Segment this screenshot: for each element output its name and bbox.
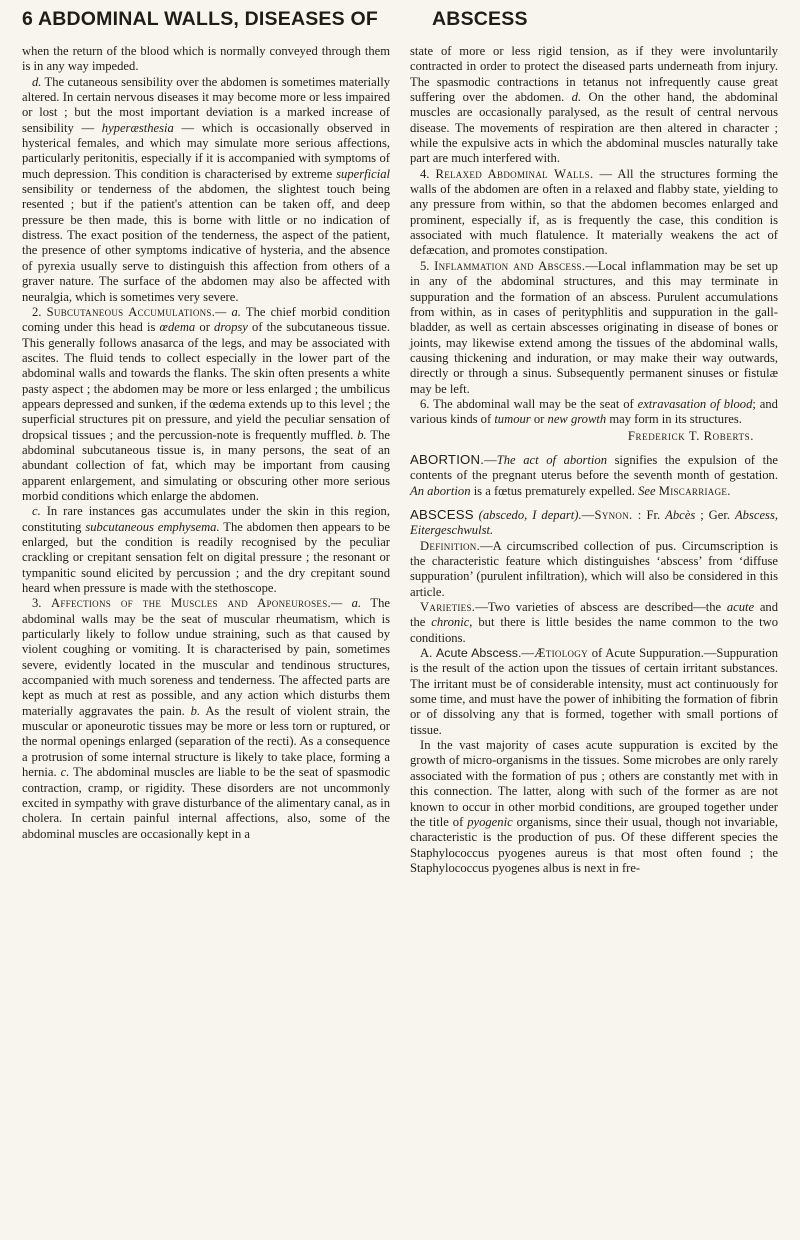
etymology: (abscedo, I depart). [478,507,582,522]
text: is a fœtus prematurely expelled. [473,483,635,498]
header-right: ABSCESS [432,8,528,30]
text: The abdominal muscles are liable to be the seat of spasmodic contraction, cramp, or rigidity. These disorders are not uncommonly excited in sympathy with grave disturbance of the alimentary canal, as in cholera. In certain painful internal affections, also, some of the abdominal muscles are occasionally kept in a [22,765,391,841]
text: and the [410,600,778,630]
term: pyogenic [467,814,513,829]
entry-headword: ABSCESS [410,506,474,522]
section-number: 4. [420,166,430,181]
entry-abortion [410,452,778,499]
text: The abdominal walls may be the seat of muscular rheumatism, which is particularly likely to follow undue straining, such as that caused by violent coughing or vomiting. It is characterised by pain, sometimes severe, evidently located in the muscular and tendinous structures, accompanied with much soreness and tenderness. The affected parts are kept as much at rest as possible, and any action which disturbs them materially aggravates the pain. [22,596,390,718]
text: or [199,320,210,335]
paragraph [410,738,778,876]
item-label: c. [32,504,41,519]
section-inflammation [410,259,778,397]
text: state of more or less rigid tension, as if they were involuntarily contracted in order to protect the diseased parts underneath from injury. The spasmodic contractions in tetanus not infrequently cause great suffering over the abdomen. [410,44,778,105]
paragraph-acute-abscess [410,646,778,738]
paragraph [22,44,390,75]
text: of the subcutaneous tissue. This generally follows anasarca of the legs, and may be associated with ascites. The fluid tends to collect especially in the lower part of the abdominal walls and towards the flanks. The skin often presents a white pasty aspect ; the abdomen may be more or less enlarged ; the umbilicus appears depressed and sunken, if the œdema extends up to this level ; the superficial structures pit on pressure, and yield the peculiar sensation of dropsical tissues ; and the percussion-note is frequently muffled. [22,320,391,442]
text: — [484,452,497,467]
section-heading: Subcutaneous Accumulations. [46,304,216,319]
term: subcutaneous emphysema. [85,519,220,534]
left-column [22,44,390,842]
item-label: d. [571,90,582,105]
subsection-heading: Varieties. [420,600,476,615]
term: dropsy [214,320,248,335]
text: The cutaneous sensibility over the abdomen is sometimes materially altered. In certain nervous diseases it may become more or less impaired or lost ; but the most important deviation is a marked increase of sensibility — [22,74,390,135]
item-label: — a. [215,304,241,319]
running-header [22,8,778,32]
entry-abscess [410,507,778,539]
cross-reference: Miscarriage. [658,483,731,498]
section-heading: Inflammation and Abscess. [434,258,586,273]
item-label: — a. [330,596,362,611]
term: The act of abortion [496,452,607,467]
section-number: 6. [420,396,430,411]
text: or [533,412,545,427]
term: tumour [494,412,531,427]
term: hyperæsthesia [101,120,174,135]
text: As the result of violent strain, the muscular or aponeurotic tissues may be more or less torn or ruptured, or the normal openings enlarged (separation of the recti). As a consequence a protrusion of some internal structure is likely to take place, forming a hernia. [22,703,390,780]
text: may form in its structures. [609,412,742,427]
cross-reference-label: See [638,483,656,498]
term: new growth [547,412,607,427]
paragraph-definition [410,539,778,600]
section-relaxed [410,167,778,259]
term: chronic, [431,615,473,630]
text: The abdomen then appears to be enlarged, but the condition is readily recognised by the peculiar crackling or crepitant sensation felt on digital pressure ; the resonant or tympanitic sound elicited by percussion ; and the dry crepitant sound heard when pressure is made with the stethoscope. [22,519,391,596]
synonyms-label: —Synon. : [581,507,642,522]
text: ; Ger. [700,507,730,522]
paragraph-varieties [410,600,778,646]
term: extravasation of blood [637,396,753,411]
subsection-heading: —Ætiology [521,646,588,661]
term: œdema [159,320,196,335]
text: — All the structures forming the walls of the abdomen are often in a relaxed and flabby state, yielding to any pressure from within, so that the abdomen becomes enlarged and prominent, especially if, as is frequently the case, this condition is associated with much flatulence. It materially weakens the act of defæcation, and promotes constipation. [410,166,779,258]
text: The abdominal wall may be the seat of [433,396,634,411]
item-label: d. [32,74,42,89]
text: Fr. [646,507,661,522]
section-muscles [22,596,390,842]
term: Abscess, Eitergeschwulst. [410,507,778,538]
text: The chief morbid condition coming under this head is [22,304,390,335]
entry-headword: ABORTION. [410,451,485,467]
item-label: b. [190,703,201,718]
text: In the vast majority of cases acute suppuration is excited by the growth of micro-organisms in the tissues. Some microbes are only rarely associated with the formation of pus ; others are constantly met with in this connection. The latter, along with such of the former as are not known to occur in other morbid conditions, are grouped together under the title of [410,738,778,829]
text: ; and various kinds of [410,396,778,427]
text: —Local inflammation may be set up in any of the abdominal structures, and this may terminate in suppuration and the formation of an abscess. Purulent accumulations from within, as in cases of perityphlitis and suppuration in the gall-bladder, as well as certain abscesses originating in disease of bones or joints, may likewise extend among the tissues of the abdominal walls, causing thickening and induration, or may make their way outwards, directly or through a sinus. Subsequently permanent sinuses or fistulæ may be left. [410,258,778,396]
header-left: 6 ABDOMINAL WALLS, DISEASES OF [22,8,378,30]
text: when the return of the blood which is normally conveyed through them is in any way impeded. [22,44,390,74]
text: of Acute Suppuration.—Suppuration is the result of the action upon the tissues of certain irritant substances. The irritant must be of considerable intensity, must act continuously for some time, and must have the power of inhibiting the formation of fibrin or of dissolving any that is formed, together with small portions of tissue. [410,646,779,737]
text: signifies the expulsion of the contents of the pregnant uterus before the seventh month of gestation. [410,452,778,483]
paragraph [22,504,390,596]
term: acute [726,600,755,615]
text: sensibility or tenderness of the abdomen, the slightest touch being resented ; but if the patient's attention can be taken off, and deep pressure be then made, this is borne with little or no indication of distress. The exact position of the tenderness, the aspect of the patient, the presence of other symptoms indicative of hysteria, and the absence of pyrexia usually serve to distinguish this affection from others of a graver nature. The surface of the abdomen may also be affected with neuralgia, which is sometimes very severe. [22,182,390,304]
subsection-heading: Definition. [420,538,481,553]
text: In rare instances gas accumulates under the skin in this region, constituting [22,504,390,534]
text: —A circumscribed collection of pus. Circumscription is the characteristic feature which distinguishes ‘abscess’ from ‘diffuse suppuration’ (purulent infiltration), which will also be considered in this article. [410,538,778,599]
text: organisms, since their usual, though not invariable, characteristic is the production of pus. Of these different species the Staphylococcus pyogenes aureus is that most often found ; the Staphylococcus pyogenes albus is next in fre- [410,814,779,875]
term: Abcès [665,507,696,522]
text: —Two varieties of abscess are described—the [475,600,722,615]
text: but there is little besides the name common to the two conditions. [410,615,778,645]
text: The abdominal subcutaneous tissue is, in many persons, the seat of an abundant collection of fat, which may be important from causing apparent enlargement, and simulating or obscuring other more serious morbid conditions which enlarge the abdomen. [22,427,390,503]
paragraph [410,397,778,428]
item-label: b. [357,427,367,442]
term: superficial [336,166,390,181]
text: — which is occasionally observed in hysterical females, and which may simulate more serious affections, particularly peritonitis, especially if it is accompanied with symptoms of much depression. This condition is characterised by extreme [22,120,390,181]
section-number: 3. [32,596,42,611]
section-number: 2. [32,304,42,319]
paragraph [410,44,778,167]
section-heading: Affections of the Muscles and Aponeuroses. [50,596,331,611]
section-number: A. [420,646,433,661]
section-heading: Acute Abscess. [436,646,522,661]
text: On the other hand, the abdominal muscles are occasionally paralysed, as the result of central nervous disease. The movements of respiration are then altered in character ; while the expulsive acts in which the abdominal muscles naturally take part are much interfered with. [410,90,778,166]
paragraph [22,75,390,305]
item-label: c. [60,765,70,780]
section-number: 5. [420,258,430,273]
right-column [410,44,778,876]
section-subcutaneous [22,305,390,504]
author-byline: Frederick T. Roberts. [627,428,754,443]
term: An abortion [410,483,471,498]
section-heading: Relaxed Abdominal Walls. [435,166,594,181]
